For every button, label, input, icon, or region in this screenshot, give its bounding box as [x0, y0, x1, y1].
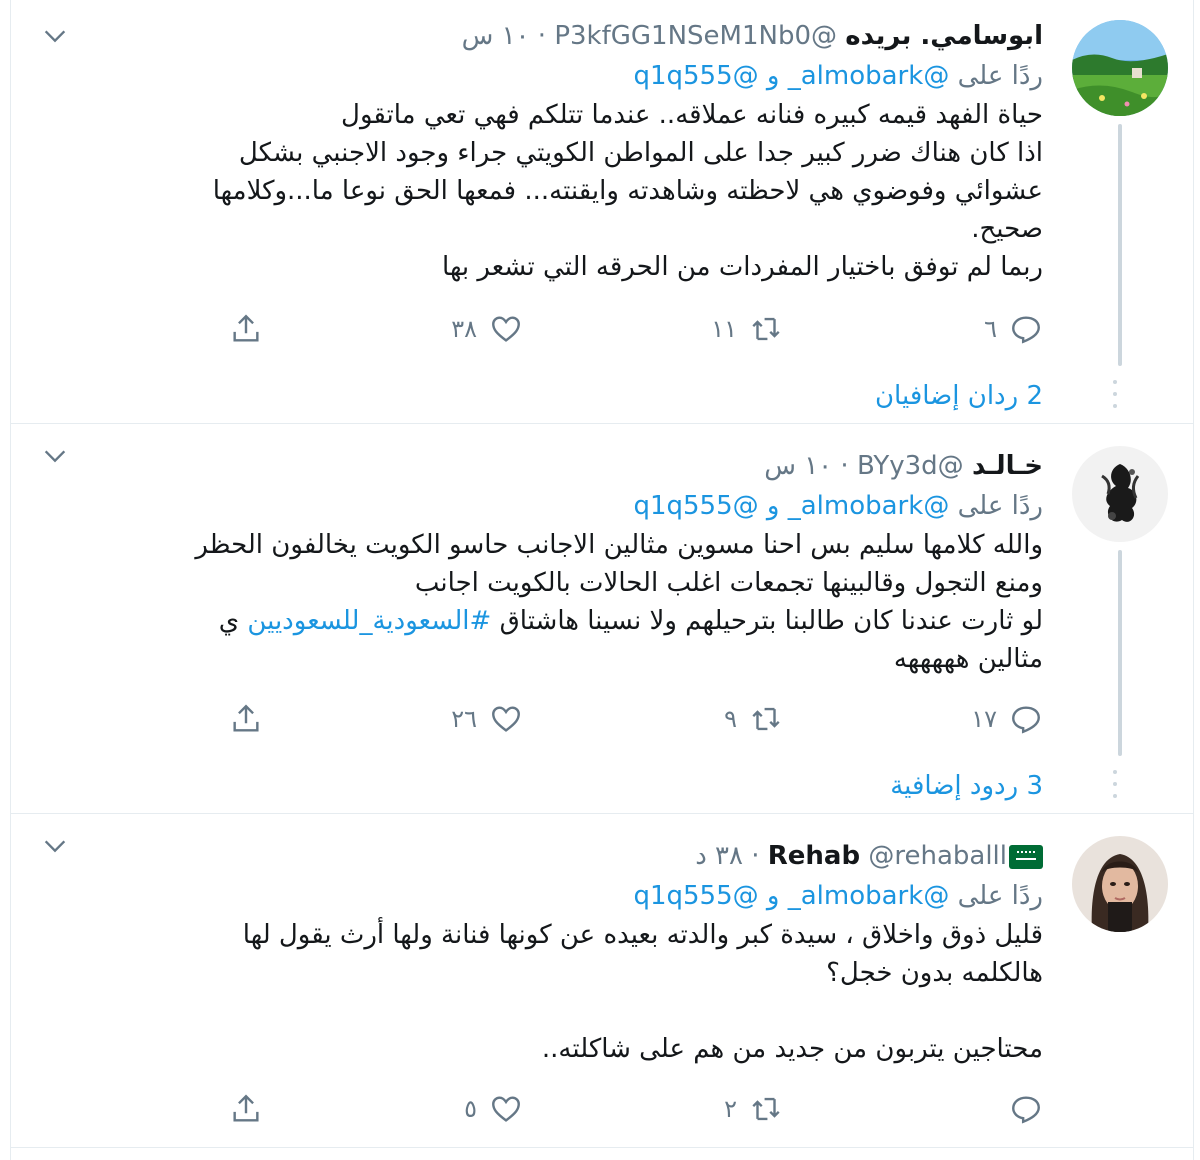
tweet-text-line [71, 602, 1043, 640]
avatar[interactable] [1072, 446, 1168, 542]
tweet-content [71, 446, 1043, 678]
share-icon [229, 1092, 263, 1126]
mention-link[interactable]: @q1q555 [633, 61, 759, 91]
retweet-count: ١١ [711, 315, 737, 343]
share-icon [229, 312, 263, 346]
share-button[interactable] [229, 694, 263, 744]
tweet-1[interactable] [11, 4, 1193, 424]
reply-and: و [766, 491, 780, 521]
tweet-text-line: ربما لم توفق باختيار المفردات من الحرقه التي تشعر بها [442, 252, 1043, 282]
tweet-text-line: حياة الفهد قيمه كبيره فنانه عملاقه.. عندما تتلكم فهي تعي ماتقول [341, 100, 1043, 130]
tweet-text [71, 526, 1043, 678]
tweet-content [71, 16, 1043, 286]
mention-link[interactable]: @almobark_ [787, 61, 950, 91]
reply-and: و [766, 61, 780, 91]
retweet-icon [749, 312, 783, 346]
display-name[interactable]: ابوسامي. بريده [845, 21, 1043, 51]
retweet-count: ٢ [724, 1095, 737, 1123]
tweet-header [71, 16, 1043, 56]
display-name[interactable]: Rehab [767, 841, 861, 871]
tweet-actions [211, 1084, 1043, 1134]
timeline-right-border [1193, 0, 1194, 1160]
timestamp[interactable]: ١٠ س [461, 21, 530, 51]
reply-prefix: ردًا على [957, 61, 1043, 91]
reply-button[interactable] [997, 1084, 1043, 1134]
tweet-content [71, 836, 1043, 1068]
tweet-actions [211, 304, 1043, 354]
heart-icon [489, 702, 523, 736]
reply-icon [1009, 1092, 1043, 1126]
reply-icon [1009, 312, 1043, 346]
mention-link[interactable]: @almobark_ [787, 491, 950, 521]
reply-button[interactable] [984, 304, 1043, 354]
share-icon [229, 702, 263, 736]
user-handle[interactable]: @rehaballl [868, 841, 1007, 871]
heart-icon [489, 312, 523, 346]
tweet-text-line: مثالين هههههه [893, 644, 1043, 674]
tweet-text-line [71, 992, 1043, 1030]
tweet-text-line: عشوائي وفوضوي هي لاحظته وشاهدته وايقنته... فمعها الحق نوعا ما...وكلامها [212, 176, 1043, 206]
tweet-text-line: محتاجين يتربون من جديد من هم على شاكلته.. [541, 1034, 1043, 1064]
reply-icon [1009, 702, 1043, 736]
separator-dot: · [751, 841, 760, 871]
thread-line [1118, 124, 1122, 366]
retweet-button[interactable] [724, 1084, 783, 1134]
show-more-replies-link[interactable]: 2 ردان إضافيان [874, 381, 1043, 411]
like-count: ٥ [464, 1095, 477, 1123]
tweet-text-line: اذا كان هناك ضرر كبير جدا على المواطن الكويتي جراء وجود الاجنبي بشكل [238, 138, 1043, 168]
user-handle[interactable]: @BYy3d [856, 451, 964, 481]
show-more-replies-link[interactable]: 3 ردود إضافية [890, 771, 1043, 801]
reply-button[interactable] [971, 694, 1043, 744]
hashtag-link[interactable]: #السعودية_للسعوديين [247, 606, 492, 636]
share-button[interactable] [229, 304, 263, 354]
tweet-text [71, 96, 1043, 286]
timestamp[interactable]: ١٠ س [764, 451, 833, 481]
tweet-header [71, 446, 1043, 486]
chevron-down-icon[interactable] [41, 832, 69, 860]
share-button[interactable] [229, 1084, 263, 1134]
reply-context [71, 486, 1043, 526]
separator-dot: · [840, 451, 849, 481]
mention-link[interactable]: @q1q555 [633, 881, 759, 911]
tweet-2[interactable] [11, 424, 1193, 814]
reply-count: ٦ [984, 315, 997, 343]
retweet-icon [749, 702, 783, 736]
mention-link[interactable]: @almobark_ [787, 881, 950, 911]
tweet-text-segment: ي [218, 606, 240, 636]
like-count: ٢٦ [451, 705, 477, 733]
retweet-icon [749, 1092, 783, 1126]
avatar[interactable] [1072, 20, 1168, 116]
like-count: ٣٨ [451, 315, 477, 343]
avatar[interactable] [1072, 836, 1168, 932]
retweet-button[interactable] [724, 694, 783, 744]
like-button[interactable] [464, 1084, 523, 1134]
reply-context [71, 56, 1043, 96]
reply-prefix: ردًا على [957, 491, 1043, 521]
saudi-flag-icon [1009, 845, 1043, 869]
display-name[interactable]: خـالـد [971, 451, 1043, 481]
separator-dot: · [537, 21, 547, 51]
thread-dots [1112, 770, 1118, 806]
tweet-text-segment: لو ثارت عندنا كان طالبنا بترحيلهم ولا نسينا هاشتاق [499, 606, 1043, 636]
reply-prefix: ردًا على [957, 881, 1043, 911]
tweet-text-line: هالكلمه بدون خجل؟ [826, 958, 1043, 988]
tweet-actions [211, 694, 1043, 744]
like-button[interactable] [451, 694, 523, 744]
retweet-count: ٩ [724, 705, 737, 733]
ink-art-avatar [1072, 446, 1168, 542]
tweet-header [71, 836, 1043, 876]
retweet-button[interactable] [711, 304, 783, 354]
tweet-3[interactable] [11, 814, 1193, 1148]
chevron-down-icon[interactable] [41, 22, 69, 50]
mention-link[interactable]: @q1q555 [633, 491, 759, 521]
portrait-avatar [1072, 836, 1168, 932]
tweet-text-line: ومنع التجول وقالبينها تجمعات اغلب الحالات بالكويت اجانب [414, 568, 1043, 598]
heart-icon [489, 1092, 523, 1126]
thread-line [1118, 550, 1122, 756]
user-handle[interactable]: @P3kfGG1NSeM1Nb0 [554, 21, 838, 51]
reply-context [71, 876, 1043, 916]
thread-dots [1112, 380, 1118, 416]
tweet-text-line: قليل ذوق واخلاق ، سيدة كبر والدته بعيده عن كونها فنانة ولها أرث يقول لها [242, 920, 1043, 950]
timestamp[interactable]: ٣٨ د [695, 841, 743, 871]
landscape-avatar [1072, 20, 1168, 116]
tweet-text [71, 916, 1043, 1068]
reply-and: و [766, 881, 780, 911]
tweet-separator [11, 1147, 1193, 1148]
reply-count: ١٧ [971, 705, 997, 733]
chevron-down-icon[interactable] [41, 442, 69, 470]
tweet-text-line: صحيح. [971, 214, 1043, 244]
like-button[interactable] [451, 304, 523, 354]
tweet-text-line: والله كلامها سليم بس احنا مسوين مثالين الاجانب حاسو الكويت يخالفون الحظر [195, 530, 1043, 560]
